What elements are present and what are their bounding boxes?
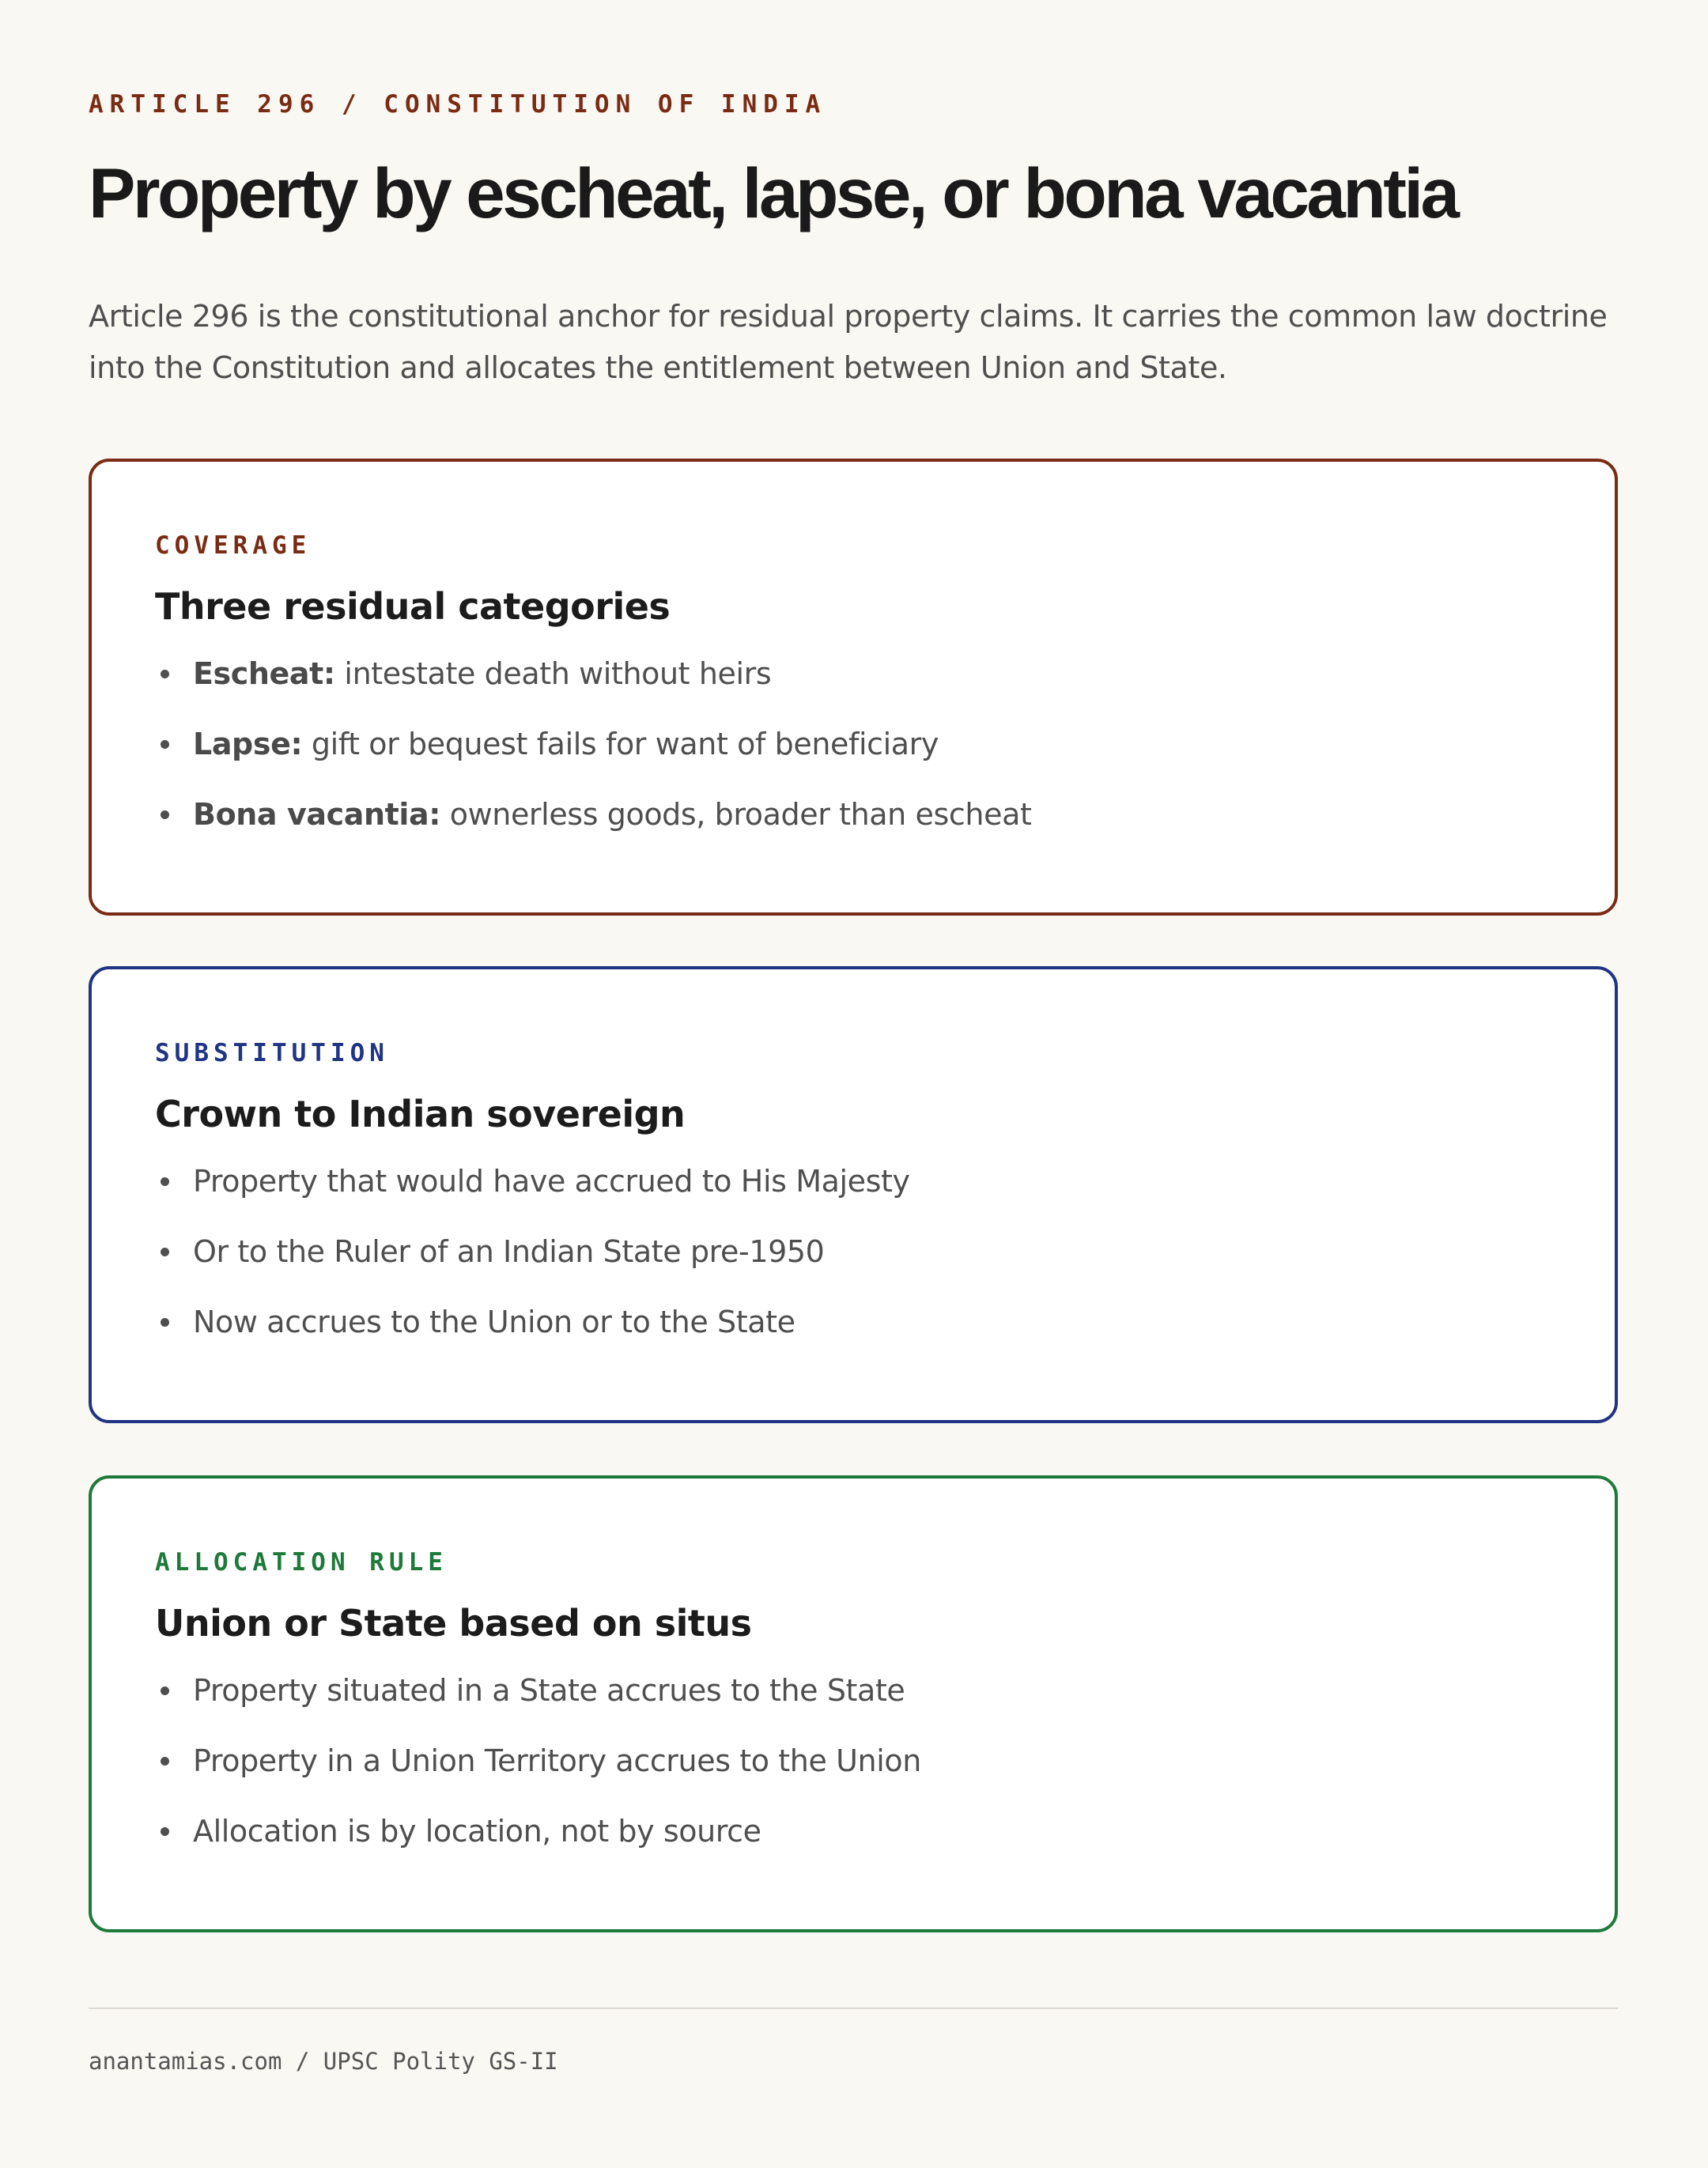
list-item [155, 794, 1031, 864]
card-label: COVERAGE [155, 531, 312, 560]
card-label: ALLOCATION RULE [155, 1548, 448, 1577]
card-title: Crown to Indian sovereign [155, 1093, 686, 1135]
list-item-term: Lapse: [193, 727, 303, 761]
article-eyebrow: ARTICLE 296 / CONSTITUTION OF INDIA [89, 90, 827, 119]
card-list [155, 1670, 921, 1881]
list-item: Property situated in a State accrues to the State [155, 1670, 921, 1740]
list-item [155, 723, 1031, 794]
intro-paragraph: Article 296 is the constitutional anchor for residual property claims. It carries the common law doctrine into the Constitution and allocates the entitlement between Union and State. [89, 299, 1608, 385]
footer-source: anantamias.com / UPSC Polity GS-II [89, 2048, 558, 2075]
page [89, 0, 1618, 2168]
allocation-rule-card [89, 1475, 1618, 1932]
card-title: Union or State based on situs [155, 1602, 752, 1645]
coverage-card [89, 459, 1618, 916]
footer-divider [89, 2007, 1618, 2009]
list-item: Or to the Ruler of an Indian State pre-1950 [155, 1231, 910, 1301]
list-item-text: ownerless goods, broader than escheat [440, 797, 1032, 832]
substitution-card [89, 966, 1618, 1423]
list-item: Now accrues to the Union or to the State [155, 1301, 910, 1372]
card-label: SUBSTITUTION [155, 1039, 389, 1067]
list-item: Property in a Union Territory accrues to the Union [155, 1740, 921, 1811]
list-item-term: Escheat: [193, 656, 335, 691]
card-list [155, 1161, 910, 1372]
list-item-term: Bona vacantia: [193, 797, 441, 832]
list-item-text: intestate death without heirs [334, 656, 772, 691]
list-item: Property that would have accrued to His Majesty [155, 1161, 910, 1231]
list-item [155, 653, 1031, 723]
list-item: Allocation is by location, not by source [155, 1811, 921, 1881]
list-item-text: gift or bequest fails for want of beneficiary [302, 727, 939, 761]
card-list [155, 653, 1031, 864]
card-title: Three residual categories [155, 585, 671, 628]
page-title: Property by escheat, lapse, or bona vacantia [89, 153, 1457, 232]
